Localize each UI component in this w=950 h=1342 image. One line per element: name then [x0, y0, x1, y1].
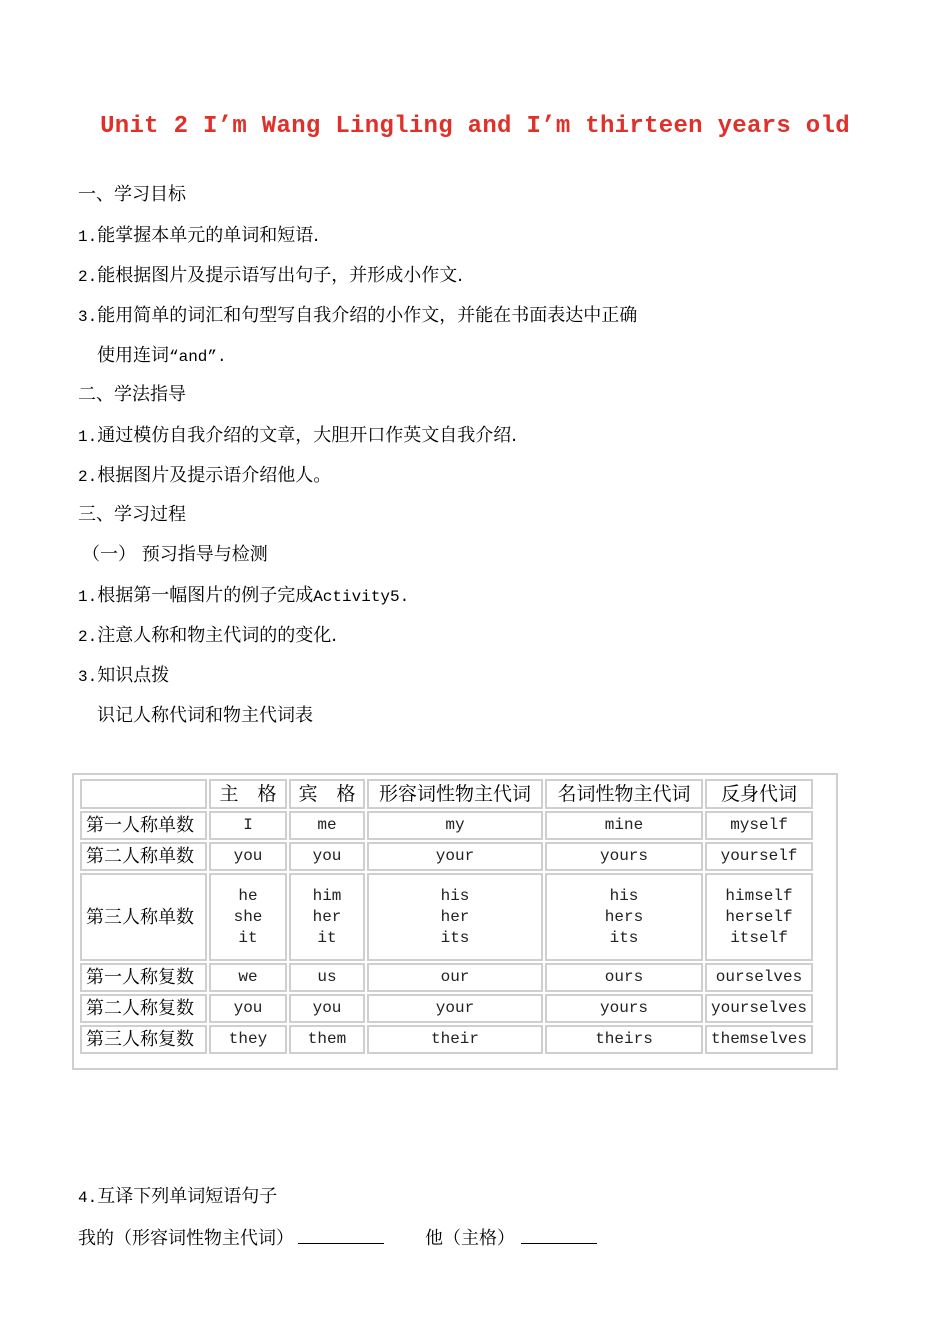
table-cell: them [289, 1025, 365, 1054]
header-cell: 反身代词 [705, 779, 813, 809]
question-label: 我的（形容词性物主代词） [78, 1228, 294, 1249]
item-number: 3. [78, 668, 98, 686]
row-label: 第一人称复数 [80, 963, 207, 992]
table-cell: their [367, 1025, 543, 1054]
row-label: 第三人称复数 [80, 1025, 207, 1054]
item-text: 根据图片及提示语介绍他人。 [97, 465, 332, 486]
section3-item-2 [78, 624, 337, 649]
table-cell: yourselves [705, 994, 813, 1023]
table-cell: your [367, 994, 543, 1023]
table-cell: yours [545, 994, 703, 1023]
table-cell: yours [545, 842, 703, 871]
translation-question-1 [78, 1225, 384, 1251]
section3-heading: 三、学习过程 [78, 504, 186, 525]
pronoun-table-grid [78, 777, 815, 1056]
item-number: 2. [78, 268, 98, 286]
section1-item-1 [78, 224, 319, 249]
cell-line: his [440, 886, 470, 905]
cell-line: her [440, 907, 470, 926]
cell-line: it [317, 928, 337, 947]
activity-ref: Activity5. [313, 588, 410, 606]
cell-line: its [440, 928, 470, 947]
table-cell: I [209, 811, 287, 840]
answer-blank[interactable] [298, 1225, 384, 1244]
section3-item-1 [78, 584, 409, 609]
cell-line: herself [725, 907, 793, 926]
table-cell: mine [545, 811, 703, 840]
item-number: 2. [78, 468, 98, 486]
table-cell: you [209, 994, 287, 1023]
section2-item-2 [78, 464, 331, 489]
item-text: 根据第一幅图片的例子完成 [97, 585, 314, 606]
row-label: 第三人称单数 [80, 873, 207, 961]
and-word: “and”. [169, 348, 227, 366]
table-cell: me [289, 811, 365, 840]
item-text: 能根据图片及提示语写出句子，并形成小作文. [97, 265, 463, 286]
cell-line: himself [725, 886, 793, 905]
cell-line: he [238, 886, 258, 905]
section2-item-1 [78, 424, 517, 449]
table-cell: ourselves [705, 963, 813, 992]
pronoun-table [72, 773, 838, 1070]
table-cell: our [367, 963, 543, 992]
item-text: 通过模仿自我介绍的文章，大胆开口作英文自我介绍. [97, 425, 517, 446]
item-number: 2. [78, 628, 98, 646]
table-cell: you [209, 842, 287, 871]
table-row [80, 873, 813, 961]
section1-heading: 一、学习目标 [78, 184, 186, 205]
translation-question-2 [425, 1225, 597, 1251]
row-label: 第二人称单数 [80, 842, 207, 871]
table-cell: theirs [545, 1025, 703, 1054]
header-cell: 宾 格 [289, 779, 365, 809]
item-text: 能掌握本单元的单词和短语. [97, 225, 319, 246]
table-row [80, 842, 813, 871]
header-cell: 主 格 [209, 779, 287, 809]
table-cell: your [367, 842, 543, 871]
header-cell [80, 779, 207, 809]
table-caption: 识记人称代词和物主代词表 [97, 705, 313, 726]
question-label: 他（主格） [425, 1228, 515, 1249]
item-text: 知识点拨 [97, 665, 170, 686]
cell-line: its [609, 928, 639, 947]
table-cell: myself [705, 811, 813, 840]
table-cell: themselves [705, 1025, 813, 1054]
header-cell: 形容词性物主代词 [367, 779, 543, 809]
section1-item-2 [78, 264, 463, 289]
table-cell: us [289, 963, 365, 992]
table-row [80, 1025, 813, 1054]
item-number: 4. [78, 1189, 98, 1207]
item-text: 能用简单的词汇和句型写自我介绍的小作文，并能在书面表达中正确 [97, 305, 638, 326]
table-cell: you [289, 994, 365, 1023]
table-row [80, 994, 813, 1023]
table-cell: yourself [705, 842, 813, 871]
cell-line: his [609, 886, 639, 905]
section4-item [78, 1185, 277, 1210]
section3-item-3 [78, 664, 169, 689]
item-text: 使用连词 [97, 345, 169, 366]
answer-blank[interactable] [521, 1225, 597, 1244]
section2-heading: 二、学法指导 [78, 384, 186, 405]
table-cell: my [367, 811, 543, 840]
table-cell [705, 873, 813, 961]
section1-item-3 [78, 304, 637, 329]
cell-line: she [233, 907, 263, 926]
section1-item-3-continued [97, 344, 227, 369]
item-text: 互译下列单词短语句子 [97, 1186, 278, 1207]
cell-line: it [238, 928, 258, 947]
header-cell: 名词性物主代词 [545, 779, 703, 809]
table-header-row [80, 779, 813, 809]
row-label: 第一人称单数 [80, 811, 207, 840]
table-cell [367, 873, 543, 961]
document-title: Unit 2 I’m Wang Lingling and I’m thirteen years old [100, 113, 850, 140]
cell-line: itself [730, 928, 788, 947]
table-cell [209, 873, 287, 961]
table-row [80, 811, 813, 840]
table-cell [545, 873, 703, 961]
table-cell: they [209, 1025, 287, 1054]
cell-line: hers [604, 907, 644, 926]
table-cell [289, 873, 365, 961]
item-number: 1. [78, 428, 98, 446]
table-cell: you [289, 842, 365, 871]
table-cell: we [209, 963, 287, 992]
item-number: 1. [78, 588, 98, 606]
item-number: 1. [78, 228, 98, 246]
section3-subheading: （一） 预习指导与检测 [82, 544, 268, 565]
item-text: 注意人称和物主代词的的变化. [97, 625, 337, 646]
item-number: 3. [78, 308, 98, 326]
table-row [80, 963, 813, 992]
cell-line: him [312, 886, 342, 905]
row-label: 第二人称复数 [80, 994, 207, 1023]
cell-line: her [312, 907, 342, 926]
table-cell: ours [545, 963, 703, 992]
